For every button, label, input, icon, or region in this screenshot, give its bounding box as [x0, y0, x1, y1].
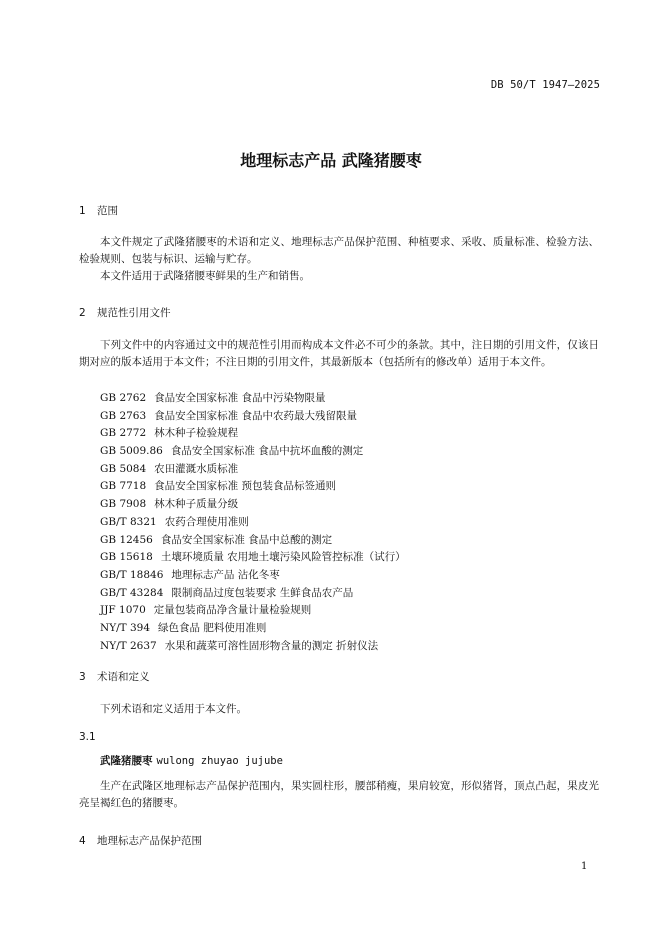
section-heading-terms: [79, 669, 150, 684]
reference-code: GB 7908: [100, 498, 147, 511]
reference-code: GB 5009.86: [100, 445, 163, 458]
section-number: 1: [79, 205, 86, 217]
reference-title: 农田灌溉水质标准: [154, 462, 239, 475]
term-entry: [100, 753, 283, 768]
reference-item: [100, 425, 406, 443]
reference-item: [100, 549, 406, 567]
reference-code: GB 5084: [100, 462, 147, 475]
section-title: 地理标志产品保护范围: [97, 835, 202, 847]
reference-title: 食品安全国家标准 食品中污染物限量: [154, 392, 326, 404]
reference-code: NY/T 394: [100, 621, 151, 634]
reference-code: GB 12456: [100, 533, 153, 546]
document-title: 地理标志产品 武隆猪腰枣: [240, 151, 422, 170]
section-number: 3: [79, 671, 86, 683]
section-heading-protection: [79, 833, 202, 848]
reference-code: GB 7718: [100, 480, 147, 493]
normative-intro-paragraph: 下列文件中的内容通过文中的规范性引用而构成本文件必不可少的条款。其中，注日期的引用文件，仅该日期对应的版本适用于本文件；不注日期的引用文件，其最新版本（包括所有的修改单）适用于本文件。: [79, 339, 599, 368]
reference-code: GB/T 43284: [100, 586, 164, 599]
scope-paragraph-1: 本文件规定了武隆猪腰枣的术语和定义、地理标志产品保护范围、种植要求、采收、质量标准、检验方法、检验规则、包装与标识、运输与贮存。: [79, 236, 599, 265]
reference-item: [100, 638, 406, 656]
reference-code: GB 2762: [100, 392, 147, 404]
page-number: 1: [581, 861, 588, 872]
reference-code: GB 2763: [100, 409, 147, 422]
term-english: wulong zhuyao jujube: [156, 755, 283, 767]
reference-list: [100, 390, 406, 655]
reference-code: NY/T 2637: [100, 639, 157, 652]
document-code: DB 50/T 1947—2025: [490, 79, 600, 91]
term-chinese: 武隆猪腰枣: [100, 755, 153, 767]
reference-title: 限制商品过度包装要求 生鲜食品农产品: [171, 586, 354, 599]
section-heading-normative: [79, 305, 171, 320]
reference-title: 林木种子质量分级: [154, 498, 239, 511]
section-heading-scope: [79, 203, 118, 218]
reference-title: 食品安全国家标准 食品中总酸的测定: [160, 533, 333, 546]
reference-item: [100, 461, 406, 479]
reference-title: 食品安全国家标准 食品中农药最大残留限量: [154, 409, 358, 422]
reference-code: JJF 1070: [100, 604, 146, 617]
reference-title: 林木种子检验规程: [154, 427, 239, 440]
section-title: 规范性引用文件: [97, 307, 171, 319]
reference-title: 定量包装商品净含量计量检验规则: [153, 604, 312, 617]
reference-item: [100, 602, 406, 620]
reference-title: 绿色食品 肥料使用准则: [158, 621, 267, 634]
reference-item: [100, 390, 406, 408]
reference-item: [100, 567, 406, 585]
term-definition: 生产在武隆区地理标志产品保护范围内，果实圆柱形，腰部稍瘦，果肩较宽，形似猪肾，顶点凸起，果皮光亮呈褐红色的猪腰枣。: [79, 780, 599, 809]
reference-item: [100, 408, 406, 426]
reference-item: [100, 585, 406, 603]
reference-title: 农药合理使用准则: [164, 515, 249, 528]
terms-intro-paragraph: 下列术语和定义适用于本文件。: [100, 703, 247, 715]
reference-item: [100, 478, 406, 496]
reference-title: 土壤环境质量 农用地土壤污染风险管控标准（试行）: [160, 551, 406, 564]
reference-item: [100, 496, 406, 514]
term-number: 3.1: [79, 731, 96, 743]
reference-item: [100, 620, 406, 638]
reference-code: GB 2772: [100, 427, 147, 440]
reference-title: 水果和蔬菜可溶性固形物含量的测定 折射仪法: [164, 639, 379, 652]
reference-code: GB/T 8321: [100, 515, 157, 528]
scope-paragraph-2: 本文件适用于武隆猪腰枣鲜果的生产和销售。: [100, 270, 310, 282]
reference-code: GB 15618: [100, 551, 153, 564]
section-title: 范围: [97, 205, 118, 217]
reference-title: 地理标志产品 沾化冬枣: [171, 568, 280, 581]
section-title: 术语和定义: [97, 671, 150, 683]
section-number: 4: [79, 835, 86, 847]
reference-code: GB/T 18846: [100, 568, 164, 581]
reference-title: 食品安全国家标准 预包装食品标签通则: [154, 480, 337, 493]
section-number: 2: [79, 307, 86, 319]
reference-item: [100, 443, 406, 461]
reference-item: [100, 514, 406, 532]
reference-item: [100, 532, 406, 550]
reference-title: 食品安全国家标准 食品中抗坏血酸的测定: [170, 445, 364, 458]
